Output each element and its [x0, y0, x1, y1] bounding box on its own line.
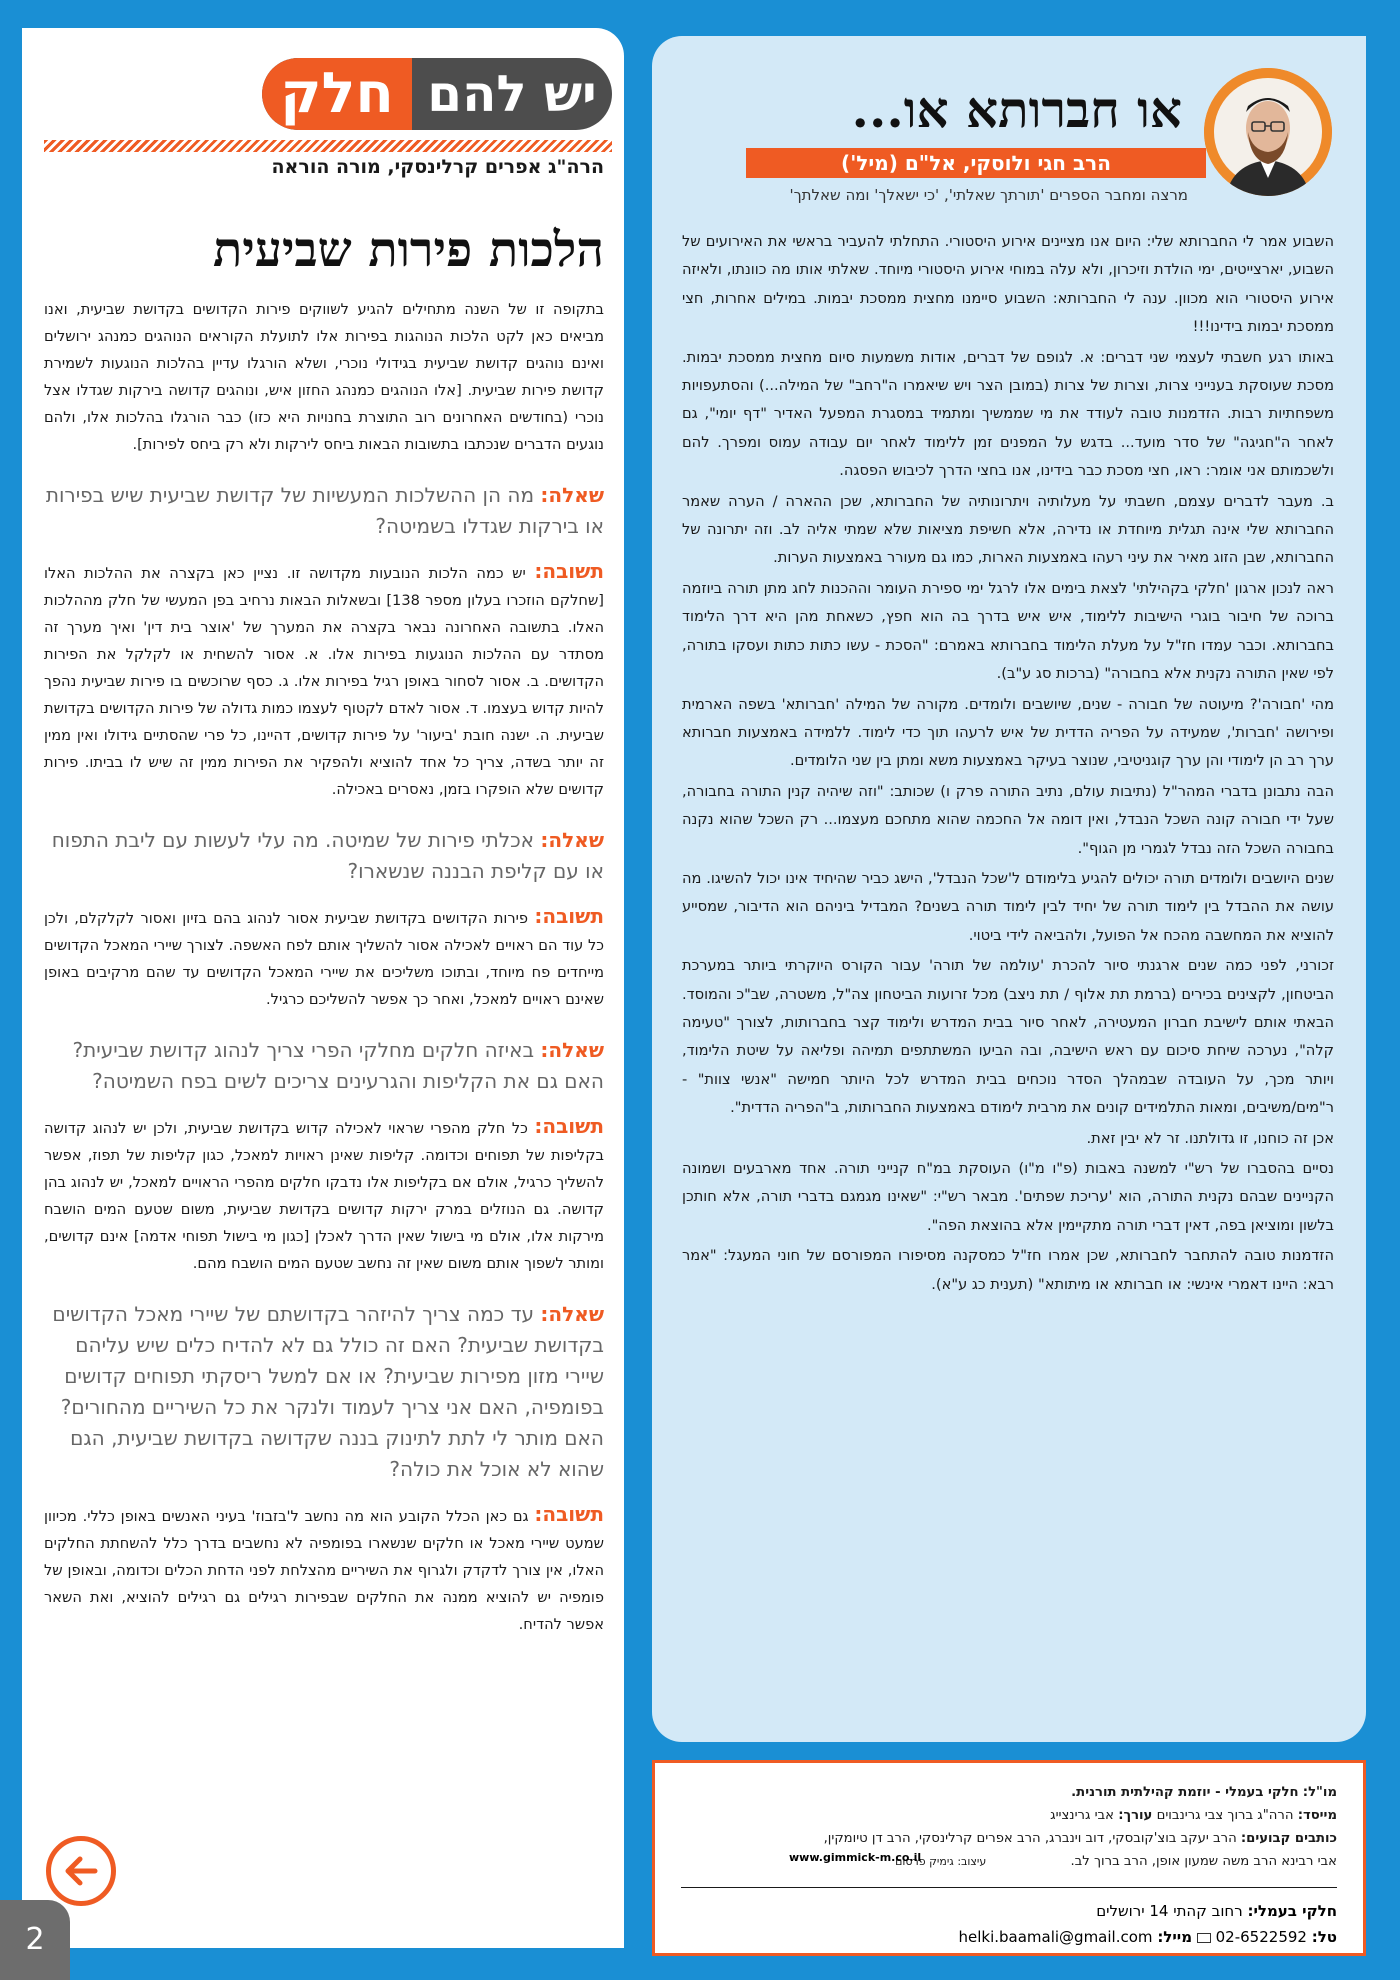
paragraph: אכן זה כוחנו, זו גדולתנו. זר לא יבין זאת.: [1086, 1129, 1334, 1147]
paragraph: השבוע אמר לי החברותא שלי: היום אנו מציינים אירוע היסטורי. התחלתי להעביר בראשי את האירועים של השבוע, יארצייטים, ימי הולדת וזיכרון, ולא עלה במוחי אירוע היסטורי מיוחד. שאלתי אותו מה כוונתו, ולאיזה אירוע היסטורי הוא מכוון. ענה לי החברותא: השבוע סיימנו מחצית ממסכת יבמות. במילים אחרות, חצי ממסכת יבמות בידינו!!!: [682, 233, 1334, 336]
publisher-value: חלקי בעמלי - יוזמת קהילתית תורנית.: [1071, 1785, 1299, 1800]
logo-text-dark: יש להם: [427, 65, 597, 123]
qa-item: [44, 825, 604, 1013]
answer-label: תשובה:: [534, 559, 605, 583]
question: [44, 480, 604, 542]
answer-label: תשובה:: [534, 1114, 604, 1138]
paragraph: מהי 'חבורה'? מיעוטה של חבורה - שנים, שיושבים ולומדים. מקורה של המילה 'חברותא' בשפה הארמית ופירושה 'חברות', שמעידה על הפריה הדדית של איש לרעהו תוך כדי לימוד. ללמידה באמצעות חברותא ערך רב הן לימודי והן ערך קוגניטיבי, שנוצר בעיקר באמצעות משא ומתן בין שני הלומדים.: [682, 695, 1334, 770]
question-label: שאלה:: [540, 828, 604, 852]
question-text: באיזה חלקים מחלקי הפרי צריך לנהוג קדושת שביעית? האם גם את הקליפות והגרעינים צריכים לשים בפח השמיטה?: [72, 1038, 604, 1093]
credits-writers-line-2: [681, 1850, 1337, 1873]
question: [44, 1299, 604, 1485]
writers-label: כותבים קבועים:: [1240, 1831, 1337, 1846]
writers-value: הרב יעקב בוצ'קובסקי, דוב וינברג, הרב אפרים קרלינסקי, הרב דן טיומקין,: [823, 1831, 1237, 1846]
qa-item: [44, 1299, 604, 1638]
question-text: אכלתי פירות של שמיטה. מה עלי לעשות עם ליבת התפוח או עם קליפת הבננה שנשארו?: [51, 828, 604, 883]
editor-label: עורך:: [1118, 1808, 1153, 1823]
paragraph: באותו רגע חשבתי לעצמי שני דברים: א. לגופם של דברים, אודות משמעות סיום מחצית ממסכת יבמות. מסכת שעוסקת בענייני צרות, וצרות של צרות (במובן הצר ויש שיאמרו ה"רחב" של המילה...) והסתעפויות משפחתיות רבות. הזדמנות טובה לעודד את מי שממשיך ומתמיד במסגרת המפעל האדיר "דף יומי", גם לאחר ה"חגיגה" של סדר מועד... בדגש על המפנים זמן ללימוד לאחר יום עבודה עמוס ומפרך. להם ולשכמותם אני אומר: ראו, חצי מסכת כבר בידינו, אנו בחצי הדרך לכיבוש הפסגה.: [682, 348, 1334, 480]
question-text: מה הן ההשלכות המעשיות של קדושת שביעית שיש בפירות או בירקות שגדלו בשמיטה?: [45, 483, 604, 538]
article-title: או חברותא או...: [851, 80, 1182, 139]
paragraph: שנים היושבים ולומדים תורה יכולים להגיע בלימודם ל'שכל הנבדל', הישג כביר שהיחיד אינו יכול להשיגו. מה עושה את ההבדל בין לימוד תורה של יחיד לבין לימוד תורה בשנים? המבדיל ביניהם הוא הדיבור, שמסייע להוציא את המחשבה מהכח אל הפועל, ולהביאה לידי ביטוי.: [682, 869, 1334, 944]
founder-label: מייסד:: [1297, 1808, 1337, 1823]
address-label: חלקי בעמלי:: [1247, 1902, 1337, 1920]
writers-value-2: אבי רבינא הרב משה שמעון אופן, הרב ברוך לב.: [1070, 1854, 1337, 1869]
paragraph: נסיים בהסברו של רש"י למשנה באבות (פ"ו מ"ו) העוסקת במ"ח קנייני תורה. אחד מארבעים ושמונה הקניינים שבהם נקנית התורה, הוא 'עריכת שפתים'. מבאר רש"י: "שאינו מגמגם בדברי תורה, אלא חותכן בלשון ומוציאן בפה, דאין דברי תורה מתקיימין אלא בהוצאת הפה".: [682, 1160, 1334, 1234]
answer: [44, 558, 604, 803]
contact-line: [681, 1924, 1337, 1950]
question-label: שאלה:: [540, 1302, 604, 1326]
article-title: הלכות פירות שביעית: [212, 222, 604, 278]
address-line: [681, 1898, 1337, 1924]
credits-writers-line: [681, 1827, 1337, 1850]
right-article-panel: [652, 36, 1366, 1742]
question-label: שאלה:: [540, 483, 604, 507]
answer: [44, 903, 604, 1013]
avatar: [1204, 68, 1332, 196]
qa-item: [44, 1035, 604, 1277]
credits-founder-line: [681, 1804, 1337, 1827]
designer-website-link[interactable]: www.gimmick-m.co.il: [789, 1851, 922, 1864]
intro-paragraph: בתקופה זו של השנה מתחילים להגיע לשווקים פירות הקדושים בקדושת שביעית, ואנו מביאים כאן לקט הלכות הנוהגות בפירות אלו לתועלת הקוראים הנוהגים כמנהג ירושלים ואינם נוהגים קדושת שביעית בגידולי נוכרי, ושלא הורגלו עדיין בהלכות הנוגעות לשמירת קדושת פירות שביעית. [אלו הנוהגים כמנהג החזון איש, ונוהגים קדושה בירקות שגדלו אצל נוכרי (בחודשים האחרונים רוב התוצרת בחנויות היא כזו) כבר הורגלו בהלכות אלו, ולהם נוגעים הדברים שנכתבו בתשובות הבאות ביחס לירקות ולא רק ביחס לפירות].: [44, 301, 604, 453]
rabbi-portrait-icon: [1204, 68, 1332, 196]
answer-text: גם כאן הכלל הקובע הוא מה נחשב ל'בזבוז' בעיני האנשים באופן כללי. מכיוון שמעט שיירי מאכל או חלקים שנשארו בפומפיה לא נחשבים בדרך כלל להשחתת החלקים האלו, אין צורך לדקדק ולגרוף את השיריים מהצלחת לפני הדחת הכלים וכדומה, ובאופן של פומפיה יש להוציא ממנה את החלקים שבפירות רגילים גם רגילים להוציא, ואת השאר אפשר להדיח.: [44, 1508, 604, 1633]
address-value: רחוב קהתי 14 ירושלים: [1096, 1902, 1243, 1920]
answer-text: כל חלק מהפרי שראוי לאכילה קדוש בקדושת שביעית, ולכן יש לנהוג קדושה בקליפות של תפוחים וכדומה. קליפות שאינן ראויות למאכל, כגון קליפות של תפוז, אפשר להשליך כרגיל, אולם אם בקליפות אלו נדבקו חלקים מהפרי הראויים למאכל, יש לנהוג בהן קדושה. גם הנוזלים במרק ירקות קדושים בקדושת שביעית, משום שטעם המים הושבח מירקות אלו, אולם מי בישול שאין הדרך לאכלן [כגון מי בישול תפוחי אדמה] אינם קדושים, ומותר לשפוך אותם משום שאין זה נחשב שטעם המים הושבח מהם.: [44, 1120, 604, 1272]
logo-text-orange: חלק: [262, 58, 412, 130]
paragraph: זכורני, לפני כמה שנים ארגנתי סיור להכרת 'עולמה של תורה' עבור הקורס היוקרתי ביותר במערכת הביטחון, לקצינים בכירים (ברמת תת אלוף / תת ניצב) מכל זרועות הביטחון צה"ל, משטרה, שב"כ והמוסד. הבאתי אותם לישיבת חברון המעטירה, לאחר סיור בבית המדרש ולימוד קצר בחברותות, לצורך "טעימה קלה", נערכה שיחת סיכום עם ראש הישיבה, ובה הביעו המשתתפים תמיהה ופליאה על שיטת הלימוד, ויותר מכך, על העובדה שבמהלך הסדר נוכחים בבית המדרש לכל היותר חמישה "אנשי צוות" - ר"מים/משיבים, ומאות התלמידים קונים את מרבית לימודם באמצעות החברותות, ב"הפריה הדדית".: [682, 957, 1334, 1117]
rabbi-description: מרצה ומחבר הספרים 'תורתך שאלתי', 'כי ישאלך' ומה שאלתך': [789, 186, 1188, 204]
right-article-body: [682, 228, 1334, 1301]
question: [44, 825, 604, 887]
author-line: הרה"ג אפרים קרלינסקי, מורה הוראה: [271, 156, 604, 178]
qa-item: [44, 480, 604, 803]
logo-stripes-divider: [44, 140, 612, 152]
founder-value: הרה"ג ברוך צבי גרינבוים: [1156, 1808, 1294, 1823]
answer: [44, 1501, 604, 1638]
credits-text: [681, 1781, 1337, 1873]
paragraph: ב. מעבר לדברים עצמם, חשבתי על מעלותיה ויתרונותיה של החברותא, שכן ההארה / הערה שאמר החברותא שלי אינה תגלית מיוחדת או נדירה, אלא חשיפת מציאות שלא שמתי אליה לב. וזה יתרונה של החברותא, שבן הזוג מאיר את עיני רעהו באמצעות הארות, כמו גם מעורר באמצעות הערות.: [682, 492, 1334, 567]
phone-label: טל:: [1311, 1928, 1337, 1946]
question-label: שאלה:: [540, 1038, 604, 1062]
question-text: עד כמה צריך להיזהר בקדושתם של שיירי מאכל הקדושים בקדושת שביעית? האם זה כולל גם לא להדיח כלים שיש עליהם שיירי מזון מפירות שביעית? או אם למשל ריסקתי תפוחים קדושים בפומפיה, האם אני צריך לעמוד ולנקר את כל השיריים מהחורים? האם מותר לי לתת לתינוק בננה שקדושה בקדושת שביעית, הגם שהוא לא אוכל את כולה?: [52, 1302, 604, 1481]
phone-value[interactable]: 02-6522592: [1215, 1928, 1307, 1946]
credits-box: [652, 1760, 1366, 1956]
answer-text: יש כמה הלכות הנובעות מקדושה זו. נציין כאן בקצרה את ההלכות האלו [שחלקם הוזכרו בעלון מספר 138] ובשאלות הבאות נרחיב בפן המעשי של חלק מההלכות האלו. בתשובה האחרונה נבאר בקצרה את המערך של 'אוצר בית דין' ואיך מערך זה מסתדר עם ההלכות הנוגעות בפירות אלו. א. אסור להשחית או לקלקל את הפירות הקדושים. ב. אסור לסחור באופן רגיל בפירות אלו. ג. כסף שרוכשים בו פירות שביעית נהפך להיות קדוש בעצמו. ד. אסור לאדם לקטוף לעצמו כמות גדולה של פירות הקדושים בקדושת שביעית. ה. ישנה חובת 'ביעור' על פירות קדושים, דהיינו, כל פרי שהסתיים גידולו ואין ממין זה יותר בשדה, צריך כל אחד להוציא ולהפקיר את הפירות ממין זה שיש לו בביתו. פירות קדושים שלא הופקרו בזמן, נאסרים באכילה.: [44, 565, 604, 798]
paragraph: ראה לנכון ארגון 'חלקי בקהילתי' לצאת בימים אלו לרגל ימי ספירת העומר וההכנות לחג מתן תורה ביוזמה ברוכה של חיבור בוגרי הישיבות ללימוד, איש איש בדרך בה הוא חפץ, כשאחת מהן היא דרך הלימוד בחברותא. וכבר עמדו חז"ל על מעלת הלימוד בחברותא באמרם: "הסכת - עשו כתות כתות ועסקו בתורה, לפי שאין התורה נקנית אלא בחבורה" (ברכות סג ע"ב).: [682, 579, 1334, 683]
rabbi-name-bar: הרב חגי ולוסקי, אל"ם (מיל'): [746, 148, 1206, 178]
question: [44, 1035, 604, 1097]
answer-label: תשובה:: [534, 1502, 604, 1526]
arrow-left-icon: [63, 1853, 99, 1889]
left-article-body: [44, 296, 604, 1638]
design-credit: עיצוב: גימיק פרסום: [895, 1855, 987, 1868]
publisher-label: מו"ל:: [1302, 1785, 1337, 1800]
email-link[interactable]: helki.baamali@gmail.com: [958, 1928, 1153, 1946]
mail-icon: [1197, 1933, 1211, 1943]
editor-value: אבי גרינצייג: [1050, 1808, 1114, 1823]
logo: [262, 58, 612, 130]
page-number: 2: [0, 1900, 70, 1980]
credits-divider: [681, 1887, 1337, 1888]
paragraph: הזדמנות טובה להתחבר לחברותא, שכן אמרו חז"ל כמסקנה מסיפורו המפורסם של חוני המעגל: "אמר רבא: היינו דאמרי אינשי: או חברותא או מיתותא" (תענית כג ע"א).: [682, 1247, 1334, 1293]
back-arrow-button[interactable]: [46, 1836, 116, 1906]
left-article-panel: [22, 28, 624, 1948]
mail-label: מייל:: [1157, 1928, 1193, 1946]
answer-label: תשובה:: [534, 904, 604, 928]
answer: [44, 1113, 604, 1277]
answer-text: פירות הקדושים בקדושת שביעית אסור לנהוג בהם בזיון ואסור לקלקלם, ולכן כל עוד הם ראויים לאכילה אסור להשליך אותם לפח האשפה. לצורך שיירי המאכל הקדושים מייחדים פח מיוחד, ובתוכו משליכים את שיירי המאכל הקדושים עד שהם מרקיבים באופן שאינם ראויים למאכל, ואחר כך אפשר להשליכם כרגיל.: [44, 910, 604, 1008]
credits-publisher-line: [681, 1781, 1337, 1804]
paragraph: הבה נתבונן בדברי המהר"ל (נתיבות עולם, נתיב התורה פרק ו) שכותב: "וזה שיהיה קנין התורה בחבורה, שעל ידי חבורה קונה השכל הנבדל, ואין דומה אל החכמה שהוא מתחכם מעצמו... רק השכל שהוא נקנה בחבורה השכל הזה נבדל לגמרי מן הגוף".: [682, 782, 1334, 857]
